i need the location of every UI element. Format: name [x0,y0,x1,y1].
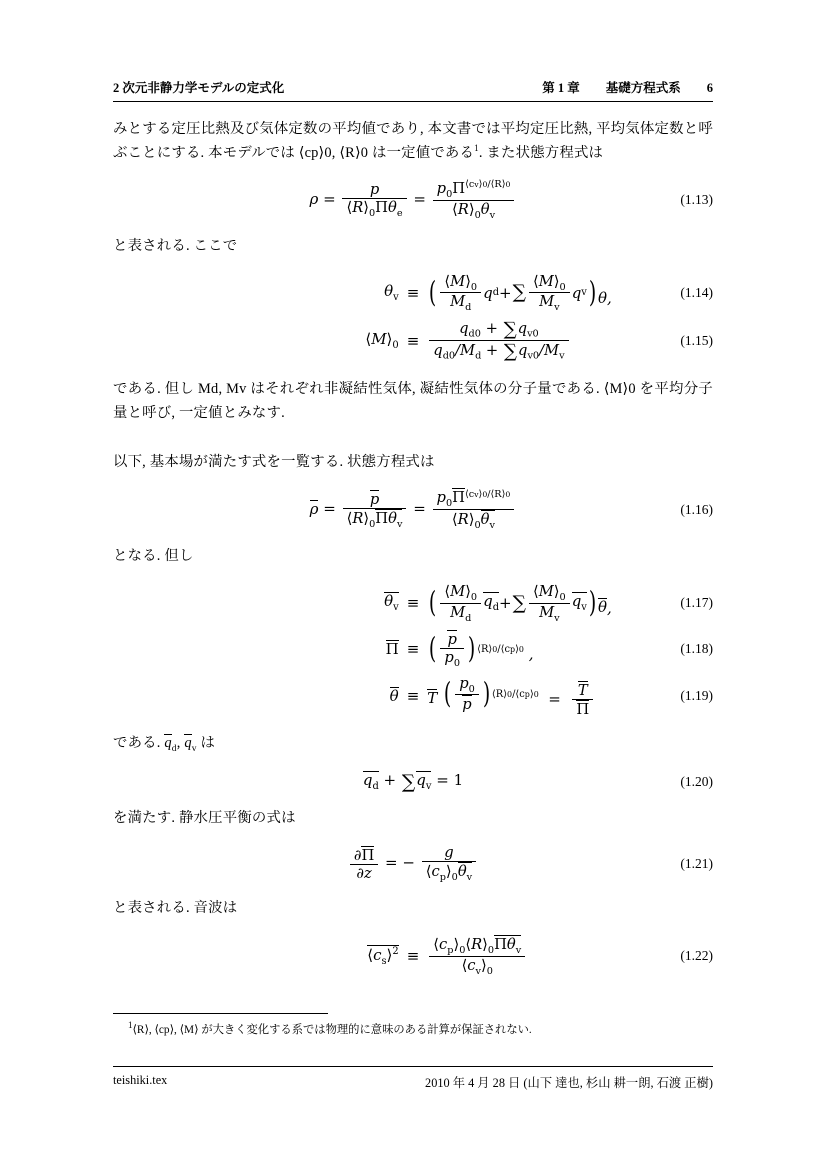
paragraph-1-text: みとする定圧比熱及び気体定数の平均値であり, 本文書では平均定圧比熱, 平均気体定数と呼ぶことにする. 本モデルでは ⟨cp⟩0, ⟨R⟩0 は一定値である [113,121,713,162]
footnote-marker: 1 [474,143,479,154]
footnote-number: 1 [128,1020,133,1030]
equation-1-17-body: $\theta_v$ ≡ ( $\frac{⟨M⟩_0}{M_d}$ $q_d$ + ∑ $\frac{⟨M⟩_0}{M_v}$ $q_v$ ) θ, [384,582,612,624]
equation-1-21-body: $\frac{\partial\Pi}{\partial z}$ = − $\frac{g}{⟨c_p⟩_0\theta_v}$ [348,844,478,883]
equation-1-15-body: $⟨M⟩_0$ ≡ $\frac{q_{d0} + \sum q_{v0}}{q_{d0}/M_d + \sum q_{v0}/M_v}$ [113,319,713,362]
equation-1-14 [113,273,713,363]
page-number: 6 [706,81,713,95]
equation-number-1-16: (1.16) [680,501,713,517]
equation-number-1-14: (1.14) [680,284,713,300]
equation-1-16 [113,488,713,531]
running-head-left: 2 次元非静力学モデルの定式化 [113,81,285,95]
equation-number-1-22: (1.22) [680,947,713,963]
paragraph-2: と表される. ここで [113,238,238,255]
equation-number-1-15: (1.15) [680,332,713,348]
footnote-rule [113,1013,328,1014]
equation-group-17-19 [113,583,713,718]
equation-number-1-20: (1.20) [680,774,713,790]
equation-1-13 [113,179,713,221]
page-content [113,78,713,987]
equation-1-22 [113,935,713,977]
equation-1-22-body: $⟨c_s⟩^2$ ≡ $\frac{⟨c_p⟩_0⟨R⟩_0\Pi\theta_v}{⟨c_v⟩_0}$ [113,935,713,977]
equation-1-13-body: ρ = $\frac{p}{⟨R⟩_0\Pi\theta_e}$ = $\frac{p_0\Pi^{⟨cv⟩0/⟨R⟩0}}{⟨R⟩_0\theta_v}$ [310,179,517,221]
running-head-right [542,78,713,96]
page-footer [113,1073,713,1091]
equation-1-21 [113,844,713,883]
paragraph-1-tail: . また状態方程式は [478,145,604,162]
footer-filename: teishiki.tex [113,1073,168,1087]
paragraph-6: である. $q_d$, $q_v$ は [113,734,216,754]
running-head [113,78,713,102]
footnote [128,1019,718,1039]
paragraph-4: 以下, 基本場が満たす式を一覧する. 状態方程式は [113,454,435,471]
paragraph-5: となる. 但し [113,548,194,565]
paragraph-8: と表される. 音波は [113,900,238,917]
equation-1-19-body: θ ≡ T ( $\frac{p_0}{p}$ ) $^{⟨R⟩0/⟨cp⟩0}$ = $\frac{T}{\Pi}$ [113,675,713,718]
equation-number-1-17: (1.17) [680,595,713,611]
equation-1-20 [113,771,713,793]
chapter-title: 基礎方程式系 [605,81,681,95]
equation-number-1-13: (1.13) [680,192,713,208]
footer-credit: 2010 年 4 月 28 日 (山下 達也, 杉山 耕一朗, 石渡 正樹) [425,1076,713,1090]
equation-number-1-21: (1.21) [680,855,713,871]
equation-1-20-body: $q_d + \sum q_v = 1$ [362,771,464,793]
paragraph-1 [113,118,713,165]
equation-number-1-19: (1.19) [680,688,713,704]
equation-1-14-body: $\theta_v$ ≡ ( $\frac{⟨M⟩_0}{M_d}$ q d + ∑ $\frac{⟨M⟩_0}{M_v}$ q v ) θ, [384,272,612,314]
paragraph-7: を満たす. 静水圧平衡の式は [113,810,296,827]
chapter-label: 第 1 章 [542,81,580,95]
equation-1-16-body: ρ = $\frac{p}{⟨R⟩_0\Pi\theta_v}$ = $\frac{p_0\Pi^{⟨cv⟩0/⟨R⟩0}}{⟨R⟩_0\theta_v}$ [310,488,517,531]
equation-1-18-body: Π ≡ ( $\frac{p}{p_0}$ ) $^{⟨R⟩0/⟨cp⟩0}$ , [385,630,534,669]
paragraph-3: である. 但し Md, Mv はそれぞれ非凝結性気体, 凝結性気体の分子量である. ⟨M⟩0 を平均分子量と呼び, 一定値とみなす. [113,381,713,421]
footer-rule [113,1066,713,1067]
equation-number-1-18: (1.18) [680,641,713,657]
footnote-text: ⟨R⟩, ⟨cp⟩, ⟨M⟩ が大きく変化する系では物理的に意味のある計算が保証されない. [132,1023,532,1036]
